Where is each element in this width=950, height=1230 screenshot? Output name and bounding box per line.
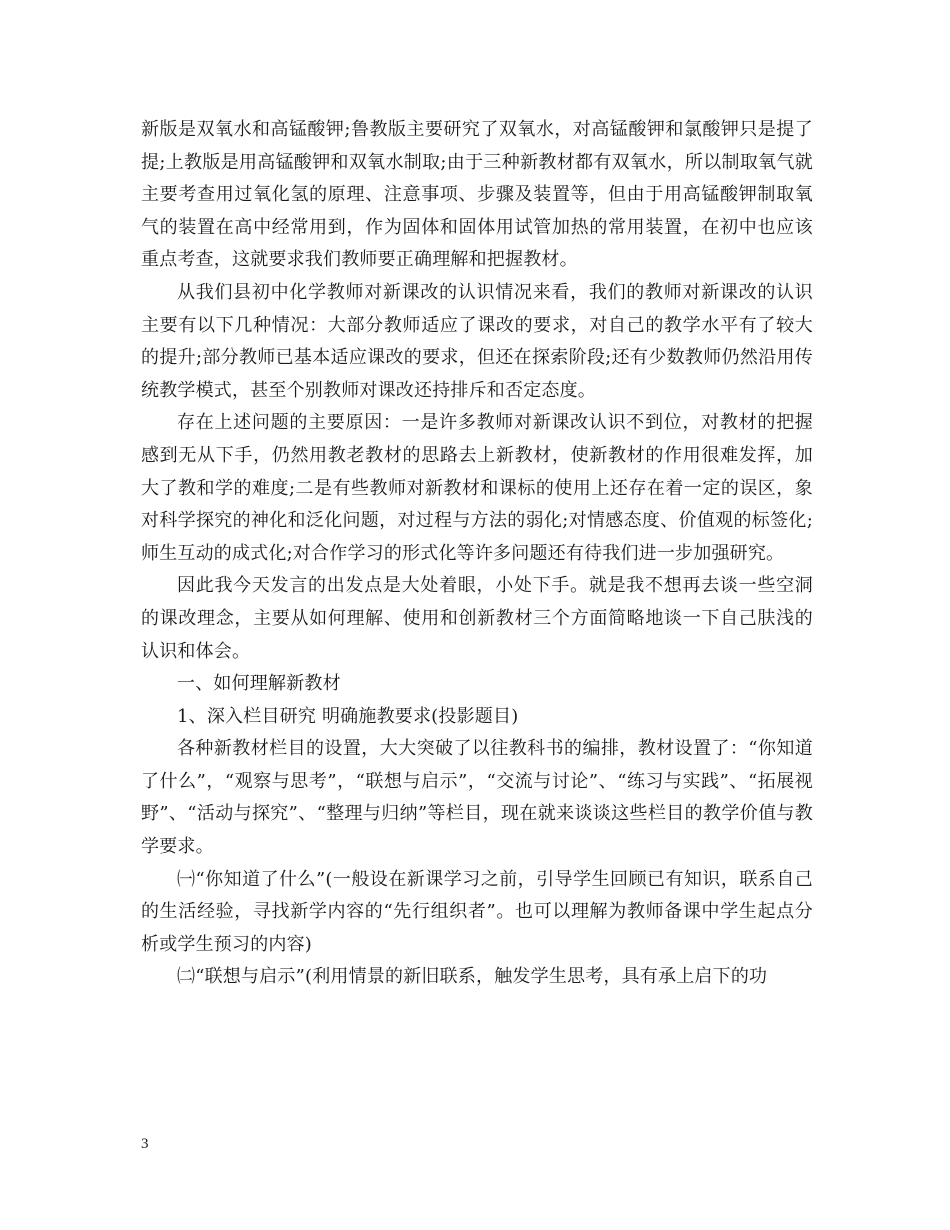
section-heading-understand-textbook: 一、如何理解新教材 [177, 673, 341, 695]
paragraph-speech-starting-point: 因此我今天发言的出发点是大处着眼，小处下手。就是我不想再去谈一些空洞的课改理念，主要从如何理解、使用和创新教材三个方面简略地谈一下自己肤浅的认识和体会。 [141, 575, 813, 662]
paragraph-continuation: 新版是双氧水和高锰酸钾;鲁教版主要研究了双氧水，对高锰酸钾和氯酸钾只是提了提;上教版是用高锰酸钾和双氧水制取;由于三种新教材都有双氧水，所以制取氧气就主要考查用过氧化氢的原理、注意事项、步骤及装置等，但由于用高锰酸钾制取氧气的装置在高中经常用到，作为固体和固体用试管加热的常用装置，在初中也应该重点考查，这就要求我们教师要正确理解和把握教材。 [141, 119, 813, 271]
page-number: 3 [141, 1136, 149, 1152]
list-item-association-inspiration: ㈡“联想与启示”(利用情景的新旧联系，触发学生思考，具有承上启下的功 [177, 966, 768, 988]
paragraph-columns-list: 各种新教材栏目的设置，大大突破了以往教科书的编排，教材设置了：“你知道了什么”，“观察与思考”，“联想与启示”，“交流与讨论”、“练习与实践”、“拓展视野”、“活动与探究”、“整理与归纳”等栏目，现在就来谈谈这些栏目的教学价值与教学要求。 [141, 738, 813, 858]
document-body [141, 114, 813, 994]
paragraph-teacher-recognition: 从我们县初中化学教师对新课改的认识情况来看，我们的教师对新课改的认识主要有以下几种情况：大部分教师适应了课改的要求，对自己的教学水平有了较大的提升;部分教师已基本适应课改的要求，但还在探索阶段;还有少数教师仍然沿用传统教学模式，甚至个别教师对课改还持排斥和否定态度。 [141, 281, 813, 401]
subsection-heading-column-research: 1、深入栏目研究 明确施教要求(投影题目) [177, 705, 519, 727]
paragraph-main-reasons: 存在上述问题的主要原因：一是许多教师对新课改认识不到位，对教材的把握感到无从下手，仍然用教老教材的思路去上新教材，使新教材的作用很难发挥，加大了教和学的难度;二是有些教师对新教材和课标的使用上还存在着一定的误区，象对科学探究的神化和泛化问题，对过程与方法的弱化;对情感态度、价值观的标签化;师生互动的成式化;对合作学习的形式化等许多问题还有待我们进一步加强研究。 [141, 412, 813, 564]
list-item-what-you-know: ㈠“你知道了什么”(一般设在新课学习之前，引导学生回顾已有知识，联系自己的生活经验，寻找新学内容的“先行组织者”。也可以理解为教师备课中学生起点分析或学生预习的内容) [141, 868, 813, 955]
